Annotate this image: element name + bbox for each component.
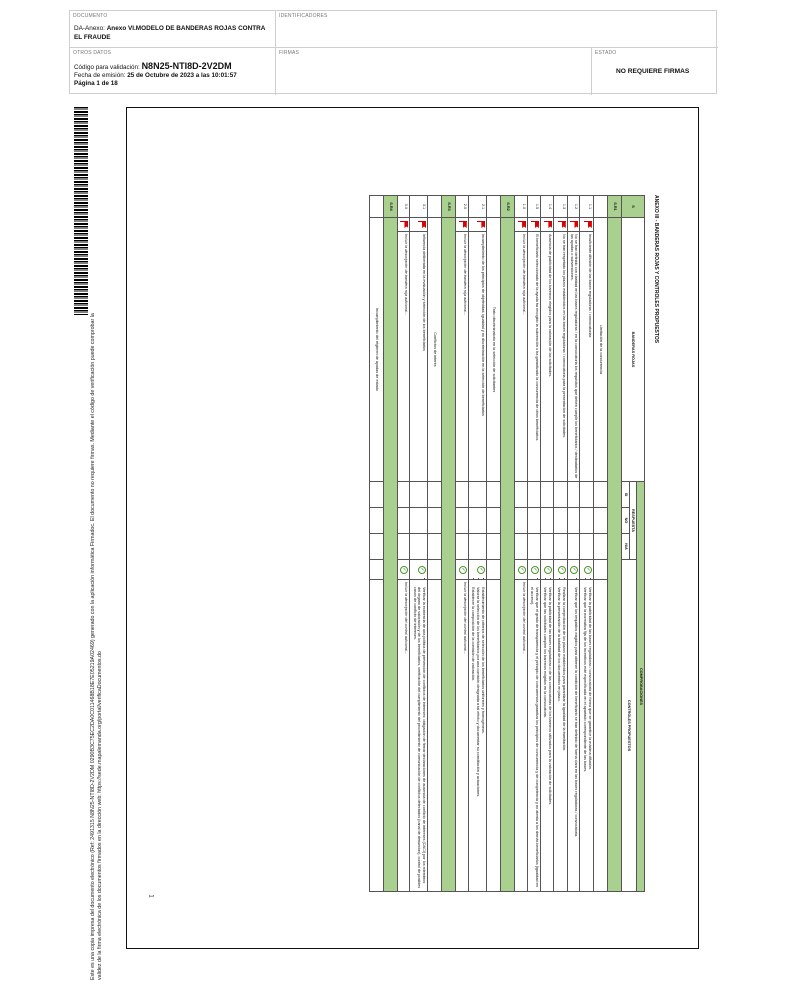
empty-cell bbox=[428, 580, 442, 892]
flag-cell bbox=[468, 218, 487, 232]
col-controles: CONTROLES PROPUESTOS bbox=[621, 560, 636, 892]
section-code: S.R3 bbox=[442, 196, 456, 218]
section-title-spacer bbox=[593, 196, 607, 218]
col-si: SI bbox=[621, 482, 629, 508]
empty-cell bbox=[428, 508, 442, 534]
answer-no[interactable] bbox=[397, 508, 410, 534]
check-icon: ✓ bbox=[419, 567, 426, 572]
document-header bbox=[69, 10, 717, 94]
red-flag-icon bbox=[518, 221, 526, 228]
flag-cell bbox=[580, 218, 593, 232]
answer-na[interactable] bbox=[540, 534, 553, 560]
documento-label: DOCUMENTO bbox=[73, 13, 108, 19]
flag-cell bbox=[567, 218, 580, 232]
answer-no[interactable] bbox=[540, 508, 553, 534]
empty-cell bbox=[428, 482, 442, 508]
check-icon: ✓ bbox=[584, 567, 591, 572]
section-title-spacer bbox=[428, 196, 442, 218]
section-title: Conflictos de interés bbox=[428, 218, 442, 482]
flag-cell bbox=[410, 218, 428, 232]
answer-na[interactable] bbox=[567, 534, 580, 560]
firmas-cell bbox=[276, 48, 592, 95]
empty-cell bbox=[369, 560, 383, 580]
check-cell bbox=[515, 560, 528, 580]
check-cell bbox=[456, 560, 469, 580]
issue-date: 25 de Octubre de 2023 a las 10:01:57 bbox=[127, 72, 237, 79]
check-icon: ✓ bbox=[401, 567, 408, 572]
table-row bbox=[528, 196, 541, 892]
empty-cell bbox=[428, 560, 442, 580]
section-spacer bbox=[501, 218, 515, 892]
identificadores-cell bbox=[276, 11, 718, 48]
flag-cell bbox=[397, 218, 410, 232]
control-item: • Verificar que las solicitudes cumplen los baremos exigidos en la convocatoria. bbox=[542, 587, 547, 889]
section-title-row bbox=[487, 196, 501, 892]
controls-cell bbox=[540, 580, 553, 892]
answer-no[interactable] bbox=[468, 508, 487, 534]
answer-si[interactable] bbox=[567, 482, 580, 508]
barcode bbox=[74, 107, 88, 315]
empty-cell bbox=[487, 560, 501, 580]
section-title-row bbox=[428, 196, 442, 892]
red-flag-text: No se han respetado los plazos establecidos en las bases reguladoras / convocatoria para la presentación de solicitudes. bbox=[554, 232, 567, 482]
red-flag-text: Incluir la descripción de bandera roja adicional... bbox=[456, 232, 469, 482]
red-flag-icon bbox=[459, 221, 467, 228]
red-flag-icon bbox=[531, 221, 539, 228]
row-number: 1.X bbox=[515, 196, 528, 218]
answer-si[interactable] bbox=[540, 482, 553, 508]
controls-cell bbox=[528, 580, 541, 892]
controls-list bbox=[542, 582, 552, 889]
answer-si[interactable] bbox=[410, 482, 428, 508]
flag-cell bbox=[456, 218, 469, 232]
section-title: Limitación de la concurrencia bbox=[593, 218, 607, 482]
control-item: • Verificar la existencia de una política de prevención de conflictos de intereses: obligación de firmar declaraciones de ausencia de conflicto de intereses (DACI) por los miembros del órgano de valoración y de los beneficiarios, verificación del cumplimiento del procedimiento de comunicación de conflictos detectados (canal de denuncias), control de posibles casos de conflicto de intereses. bbox=[412, 587, 426, 889]
row-number: 1.1 bbox=[580, 196, 593, 218]
check-icon: ✓ bbox=[459, 567, 466, 572]
controls-cell bbox=[580, 580, 593, 892]
check-icon: ✓ bbox=[478, 567, 485, 572]
page-count bbox=[74, 80, 118, 87]
controls-cell: Incluir la descripción del control adicional... bbox=[515, 580, 528, 892]
answer-no[interactable] bbox=[554, 508, 567, 534]
red-flag-text: Insuficiente difusión de las bases reguladoras / convocatorias bbox=[580, 232, 593, 482]
control-item: • Establecimiento de criterios de selección de los beneficiarios uniformes y homogéneos. bbox=[481, 587, 486, 889]
documento-cell bbox=[70, 11, 276, 48]
empty-cell bbox=[593, 534, 607, 560]
control-item: • Establecer la composición de la comisión de valoración. bbox=[470, 587, 475, 889]
validation-code-line bbox=[74, 61, 232, 71]
table-row bbox=[397, 196, 410, 892]
empty-cell bbox=[369, 534, 383, 560]
otros-datos-cell bbox=[70, 48, 276, 95]
empty-cell bbox=[487, 580, 501, 892]
answer-no[interactable] bbox=[528, 508, 541, 534]
control-item: • Verificar que los requisitos exigidos para obtener la condición de beneficiario se han definido de forma clara en las bases reguladoras / convocatoria. bbox=[574, 587, 579, 889]
table-row bbox=[410, 196, 428, 892]
red-flag-text: Incluir la descripción de bandera roja adicional... bbox=[515, 232, 528, 482]
section-title-spacer bbox=[369, 196, 383, 218]
empty-cell bbox=[369, 580, 383, 892]
empty-cell bbox=[369, 482, 383, 508]
control-item: • Realizar la comprobación de los plazos establecidos para garantizar la igualdad de la tramitación. bbox=[561, 587, 566, 889]
empty-cell bbox=[487, 508, 501, 534]
section-title: Incumplimiento del régimen de ayudas de estado bbox=[369, 218, 383, 482]
flag-cell bbox=[528, 218, 541, 232]
controls-list bbox=[412, 582, 426, 889]
row-number: 2.X bbox=[456, 196, 469, 218]
controls-list bbox=[470, 582, 485, 889]
answer-na[interactable] bbox=[456, 534, 469, 560]
controls-list bbox=[556, 582, 566, 889]
section-title-row bbox=[593, 196, 607, 892]
answer-na[interactable] bbox=[410, 534, 428, 560]
controls-cell: Incluir la descripción del control adicional... bbox=[397, 580, 410, 892]
section-code: S.R2 bbox=[501, 196, 515, 218]
table-row bbox=[468, 196, 487, 892]
answer-si[interactable] bbox=[528, 482, 541, 508]
table-body bbox=[369, 196, 621, 892]
page-count-text: Página 1 de 18 bbox=[74, 80, 118, 87]
check-cell bbox=[397, 560, 410, 580]
col-s: S bbox=[621, 196, 644, 218]
empty-cell bbox=[593, 482, 607, 508]
control-item: • Verificar la publicidad de las bases reguladoras / convocatoria de forma que se garantice la máxima difusión. bbox=[587, 587, 592, 889]
answer-si[interactable] bbox=[515, 482, 528, 508]
section-row bbox=[442, 196, 456, 892]
section-spacer bbox=[607, 218, 621, 892]
controls-cell bbox=[468, 580, 487, 892]
col-comprobaciones: COMPROBACIONES bbox=[637, 482, 645, 892]
control-item: • Valorar la selección de los beneficiarios por una comisión designada a tal efecto y documentar su constitución y actuaciones. bbox=[475, 587, 480, 889]
issue-date-line bbox=[74, 72, 237, 79]
red-flag-text: Incluir la descripción de bandera roja adicional... bbox=[397, 232, 410, 482]
controls-list bbox=[530, 582, 539, 889]
row-number: 1.3 bbox=[554, 196, 567, 218]
check-icon: ✓ bbox=[545, 567, 552, 572]
table-row bbox=[540, 196, 553, 892]
section-spacer bbox=[442, 218, 456, 892]
red-flag-text: Incumplimiento de los principios de objetividad, igualdad y no discriminación en la selección de beneficiarios bbox=[468, 232, 487, 482]
answer-no[interactable] bbox=[515, 508, 528, 534]
answer-no[interactable] bbox=[410, 508, 428, 534]
empty-cell bbox=[487, 482, 501, 508]
controls-cell: Incluir la descripción del control adicional... bbox=[456, 580, 469, 892]
answer-si[interactable] bbox=[397, 482, 410, 508]
table-row bbox=[580, 196, 593, 892]
section-title-spacer bbox=[487, 196, 501, 218]
documento-prefix: DA-Anexo: bbox=[74, 25, 107, 32]
page-number: 1 bbox=[147, 894, 154, 898]
firmas-label: FIRMAS bbox=[279, 50, 300, 56]
flag-cell bbox=[540, 218, 553, 232]
control-item: • Verificar que el grado de transparencia y el principio de concurrencia garantiza los principios de concurrencia y de competencia y no atenta a los demás beneficiarios (igualdad en el acceso). bbox=[530, 587, 539, 889]
red-flag-text: Influencia deliberada en la evaluación y selección de los beneficiarios bbox=[410, 232, 428, 482]
red-flag-text: El beneficiario seleccionado de la ayuda ha recogido la subvención o ha garantizado la concurrencia de otros beneficiarios. bbox=[528, 232, 541, 482]
answer-na[interactable] bbox=[554, 534, 567, 560]
check-icon: ✓ bbox=[558, 567, 565, 572]
control-item: • Verificar la presentación de la totalidad de los documentos en plazo. bbox=[556, 587, 561, 889]
section-title-row bbox=[369, 196, 383, 892]
fecha-label: Fecha de emisión: bbox=[74, 72, 128, 79]
annex-title: ANEXO III - BANDERAS ROJAS Y CONTROLES PROPUESTOS bbox=[653, 195, 659, 344]
empty-cell bbox=[593, 560, 607, 580]
red-flags-table bbox=[369, 195, 645, 892]
check-icon: ✓ bbox=[531, 567, 538, 572]
answer-na[interactable] bbox=[515, 534, 528, 560]
answer-no[interactable] bbox=[567, 508, 580, 534]
answer-si[interactable] bbox=[580, 482, 593, 508]
codigo-label: Código para validación: bbox=[74, 64, 142, 71]
red-flag-text: Ausencia de publicidad de los baremos elegidos para la valoración de las solicitudes. bbox=[540, 232, 553, 482]
section-row bbox=[383, 196, 397, 892]
section-code: S.R4 bbox=[383, 196, 397, 218]
col-respuesta: RESPUESTA bbox=[629, 482, 637, 560]
empty-cell bbox=[428, 534, 442, 560]
empty-cell bbox=[593, 580, 607, 892]
answer-no[interactable] bbox=[456, 508, 469, 534]
documento-title-text: Anexo VI.MODELO DE BANDERAS ROJAS CONTRA EL FRAUDE bbox=[74, 25, 266, 41]
section-title: Trato discriminatorio en la selección de solicitantes bbox=[487, 218, 501, 482]
table-row bbox=[554, 196, 567, 892]
answer-na[interactable] bbox=[468, 534, 487, 560]
empty-cell bbox=[487, 534, 501, 560]
red-flag-icon bbox=[477, 221, 485, 228]
controls-cell bbox=[410, 580, 428, 892]
section-row bbox=[501, 196, 515, 892]
row-number: 1.5 bbox=[528, 196, 541, 218]
controls-list bbox=[574, 582, 579, 889]
row-number: 3.1 bbox=[410, 196, 428, 218]
col-banderas: BANDERAS ROJAS bbox=[621, 218, 644, 482]
controls-cell bbox=[554, 580, 567, 892]
row-number: 2.1 bbox=[468, 196, 487, 218]
estado-label: ESTADO bbox=[595, 50, 617, 56]
red-flag-icon bbox=[570, 221, 578, 228]
row-number: 1.2 bbox=[567, 196, 580, 218]
table-row bbox=[567, 196, 580, 892]
check-icon: ✓ bbox=[519, 567, 526, 572]
col-no: NO bbox=[621, 508, 629, 534]
answer-si[interactable] bbox=[468, 482, 487, 508]
check-icon: ✓ bbox=[571, 567, 578, 572]
controls-list bbox=[582, 582, 592, 889]
control-item: • Verificar la publicidad de las bases reguladoras o de las convocatorias de los baremos utilizados para la valoración de solicitudes. bbox=[548, 587, 553, 889]
col-na: N/A bbox=[621, 534, 629, 560]
red-flag-icon bbox=[558, 221, 566, 228]
section-row bbox=[607, 196, 621, 892]
flag-cell bbox=[554, 218, 567, 232]
control-item: • Verificar que la normativa fija de los incentivos esté especificada en el apartado correspondiente de las bases. bbox=[582, 587, 587, 889]
red-flag-icon bbox=[418, 221, 426, 228]
row-number: 3.X bbox=[397, 196, 410, 218]
estado-cell bbox=[592, 48, 718, 95]
controls-cell bbox=[567, 580, 580, 892]
validation-code: N8N25-NTI8D-2V2DM bbox=[141, 61, 232, 71]
flag-cell bbox=[515, 218, 528, 232]
table-row bbox=[456, 196, 469, 892]
answer-si[interactable] bbox=[554, 482, 567, 508]
identificadores-label: IDENTIFICADORES bbox=[279, 13, 328, 19]
document-title bbox=[74, 25, 272, 42]
annex-rotated-page bbox=[245, 195, 659, 891]
table-row bbox=[515, 196, 528, 892]
answer-na[interactable] bbox=[580, 534, 593, 560]
section-code: S.R1 bbox=[607, 196, 621, 218]
red-flag-icon bbox=[584, 221, 592, 228]
answer-na[interactable] bbox=[397, 534, 410, 560]
answer-si[interactable] bbox=[456, 482, 469, 508]
empty-cell bbox=[369, 508, 383, 534]
red-flag-icon bbox=[400, 221, 408, 228]
otros-datos-label: OTROS DATOS bbox=[73, 50, 112, 56]
estado-value: NO REQUIERE FIRMAS bbox=[616, 68, 690, 75]
section-spacer bbox=[383, 218, 397, 892]
answer-na[interactable] bbox=[528, 534, 541, 560]
empty-cell bbox=[593, 508, 607, 534]
row-number: 1.4 bbox=[540, 196, 553, 218]
red-flag-icon bbox=[544, 221, 552, 228]
verification-side-text: Este es una copia impresa del documento electrónico (Ref: 2491315 N8N25-NTI8D-2V2DM 0290B3C75EC2DA0C011468B18E7E05219A02469) generado con la aplicación informática Firmadoc. El documento no requiere firmas. Mediante el código de verificación puede comprobar la validez de la firma electrónica de los documentos firmados en la dirección web: https://sede.mapalemanda.org/portal/verificaDocumentos.do bbox=[90, 313, 103, 980]
red-flag-text: No se han definido con claridad en las bases reguladoras / en la convocatoria los requisitos que deben cumplir los beneficiarios / destinatarios de las ayudas o subvenciones. bbox=[567, 232, 580, 482]
answer-no[interactable] bbox=[580, 508, 593, 534]
